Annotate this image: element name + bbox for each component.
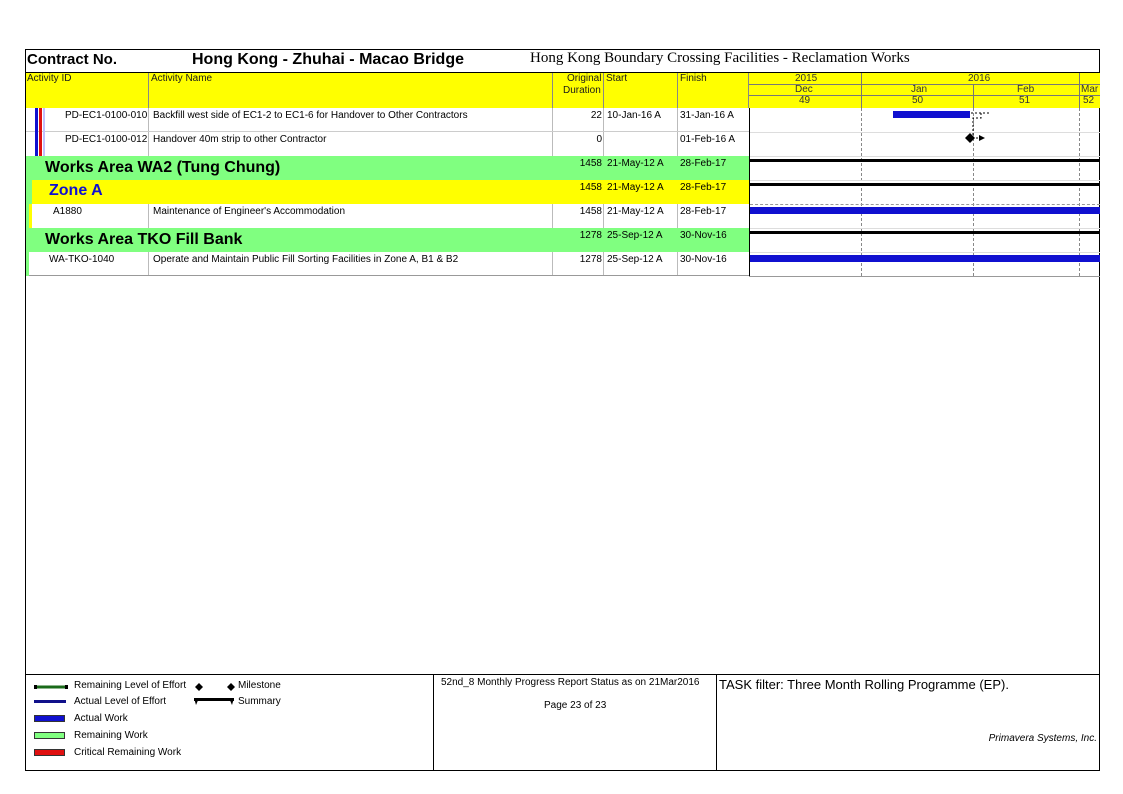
finish-date: 28-Feb-17	[680, 158, 727, 169]
wbs-row[interactable]	[26, 228, 749, 252]
project-subtitle: Hong Kong Boundary Crossing Facilities - Reclamation Works	[530, 50, 910, 66]
milestone-icon	[194, 682, 204, 692]
col-duration-line1[interactable]: Original	[567, 73, 602, 84]
summary-bar[interactable]	[750, 231, 1100, 234]
timeline-divider	[973, 84, 974, 108]
col-divider	[677, 132, 678, 156]
page-number: Page 23 of 23	[544, 700, 607, 711]
wbs-title: Works Area WA2 (Tung Chung)	[45, 159, 281, 176]
legend-remaining-work: Remaining Work	[74, 730, 148, 741]
task-filter: TASK filter: Three Month Rolling Programme (EP).	[719, 677, 1009, 692]
gantt-row-line	[750, 180, 1100, 181]
week-51: 51	[1019, 95, 1031, 106]
actual-work-bar[interactable]	[750, 207, 1100, 214]
col-divider	[552, 73, 553, 108]
week-50: 50	[912, 95, 924, 106]
gantt-row-line	[750, 228, 1100, 229]
col-divider	[677, 204, 678, 228]
contract-label: Contract No.	[27, 51, 117, 68]
activity-name: Operate and Maintain Public Fill Sorting Facilities in Zone A, B1 & B2	[153, 254, 459, 265]
col-divider	[677, 73, 678, 108]
col-divider	[148, 204, 149, 228]
project-title: Hong Kong - Zhuhai - Macao Bridge	[192, 51, 464, 68]
col-divider	[552, 108, 553, 131]
gantt-row-line	[750, 252, 1100, 253]
col-activity-id[interactable]: Activity ID	[27, 73, 72, 84]
timeline-divider	[1079, 73, 1080, 108]
col-divider	[603, 108, 604, 131]
legend-actual-loe: Actual Level of Effort	[74, 696, 167, 707]
footer-divider	[716, 674, 717, 771]
activity-id: WA-TKO-1040	[49, 254, 115, 265]
wbs-indent-bar	[26, 180, 32, 204]
year-2015: 2015	[795, 73, 818, 84]
duration: 22	[590, 110, 602, 121]
duration: 1458	[579, 158, 602, 169]
timeline-divider	[861, 84, 862, 108]
start-date: 21-May-12 A	[607, 182, 664, 193]
duration: 0	[596, 134, 602, 145]
finish-date: 28-Feb-17	[680, 206, 727, 217]
wbs-row[interactable]	[26, 180, 749, 204]
wbs-indent-bar	[29, 204, 32, 228]
col-divider	[148, 252, 149, 275]
duration: 1278	[579, 230, 602, 241]
wbs-indent-bar	[26, 252, 29, 276]
gantt-row-line	[750, 204, 1100, 205]
col-divider	[603, 252, 604, 275]
col-divider	[552, 204, 553, 228]
finish-date: 31-Jan-16 A	[680, 110, 734, 121]
gantt-bottom	[749, 276, 1100, 277]
milestone-icon	[226, 682, 236, 692]
finish-date: 28-Feb-17	[680, 182, 727, 193]
start-date: 25-Sep-12 A	[607, 254, 663, 265]
col-divider	[677, 108, 678, 131]
legend-actual-work: Actual Work	[74, 713, 128, 724]
remaining-work-swatch	[34, 732, 65, 739]
timeline-divider	[861, 73, 862, 84]
gantt-gridline	[861, 108, 862, 276]
gantt-chart	[749, 108, 1100, 276]
footer-divider	[433, 674, 434, 771]
actual-loe-icon	[34, 700, 66, 703]
col-divider	[148, 108, 149, 131]
legend-critical-remaining: Critical Remaining Work	[74, 747, 182, 758]
critical-remaining-swatch	[34, 749, 65, 756]
table-row[interactable]	[26, 132, 749, 156]
actual-work-bar[interactable]	[750, 255, 1100, 262]
footer-divider	[25, 674, 1100, 675]
wbs-row[interactable]	[26, 156, 749, 180]
finish-date: 30-Nov-16	[680, 254, 727, 265]
col-divider	[552, 132, 553, 156]
summary-icon	[194, 697, 234, 707]
gantt-gridline	[1079, 108, 1080, 276]
col-divider	[552, 252, 553, 275]
table-row[interactable]	[26, 108, 749, 132]
col-divider	[148, 73, 149, 108]
activity-id: PD-EC1-0100-012	[65, 134, 148, 145]
duration: 1458	[579, 182, 602, 193]
month-dec: Dec	[795, 84, 813, 95]
legend	[32, 678, 427, 768]
month-feb: Feb	[1017, 84, 1035, 95]
legend-milestone: Milestone	[238, 680, 281, 691]
col-divider	[677, 252, 678, 275]
gantt-left-border	[749, 108, 750, 276]
start-date: 21-May-12 A	[607, 158, 664, 169]
start-date: 10-Jan-16 A	[607, 110, 661, 121]
timeline-header	[749, 73, 1100, 108]
finish-date: 01-Feb-16 A	[680, 134, 736, 145]
year-2016: 2016	[968, 73, 991, 84]
month-mar: Mar	[1081, 84, 1099, 95]
wbs-title: Zone A	[49, 182, 103, 199]
actual-work-swatch	[34, 715, 65, 722]
gantt-row-line	[750, 156, 1100, 157]
activity-name: Maintenance of Engineer's Accommodation	[153, 206, 346, 217]
col-activity-name[interactable]: Activity Name	[151, 73, 213, 84]
col-divider	[603, 73, 604, 108]
col-divider	[148, 132, 149, 156]
col-duration-line2[interactable]: Duration	[563, 85, 601, 96]
duration: 1458	[579, 206, 602, 217]
week-49: 49	[799, 95, 811, 106]
legend-summary: Summary	[238, 696, 281, 707]
activity-name: Handover 40m strip to other Contractor	[153, 134, 327, 145]
start-date: 21-May-12 A	[607, 206, 664, 217]
table-row[interactable]	[26, 204, 749, 228]
summary-bar[interactable]	[750, 183, 1100, 186]
finish-date: 30-Nov-16	[680, 230, 727, 241]
gantt-row-line	[750, 132, 1100, 133]
legend-remaining-loe: Remaining Level of Effort	[74, 680, 187, 691]
week-52: 52	[1083, 95, 1095, 106]
start-date: 25-Sep-12 A	[607, 230, 663, 241]
activity-id: A1880	[53, 206, 82, 217]
activity-name: Backfill west side of EC1-2 to EC1-6 for Handover to Other Contractors	[153, 110, 468, 121]
col-divider	[603, 132, 604, 156]
summary-bar[interactable]	[750, 159, 1100, 162]
vendor-credit: Primavera Systems, Inc.	[988, 733, 1097, 744]
duration: 1278	[579, 254, 602, 265]
wbs-title: Works Area TKO Fill Bank	[45, 231, 243, 248]
milestone-icon[interactable]	[964, 132, 976, 144]
activity-id: PD-EC1-0100-010	[65, 110, 148, 121]
table-row[interactable]	[26, 252, 749, 276]
col-start[interactable]: Start	[606, 73, 628, 84]
col-finish[interactable]: Finish	[680, 73, 707, 84]
month-jan: Jan	[911, 84, 928, 95]
column-header	[26, 73, 749, 108]
report-status: 52nd_8 Monthly Progress Report Status as on 21Mar2016	[441, 677, 700, 688]
col-divider	[603, 204, 604, 228]
remaining-loe-icon	[34, 682, 68, 692]
